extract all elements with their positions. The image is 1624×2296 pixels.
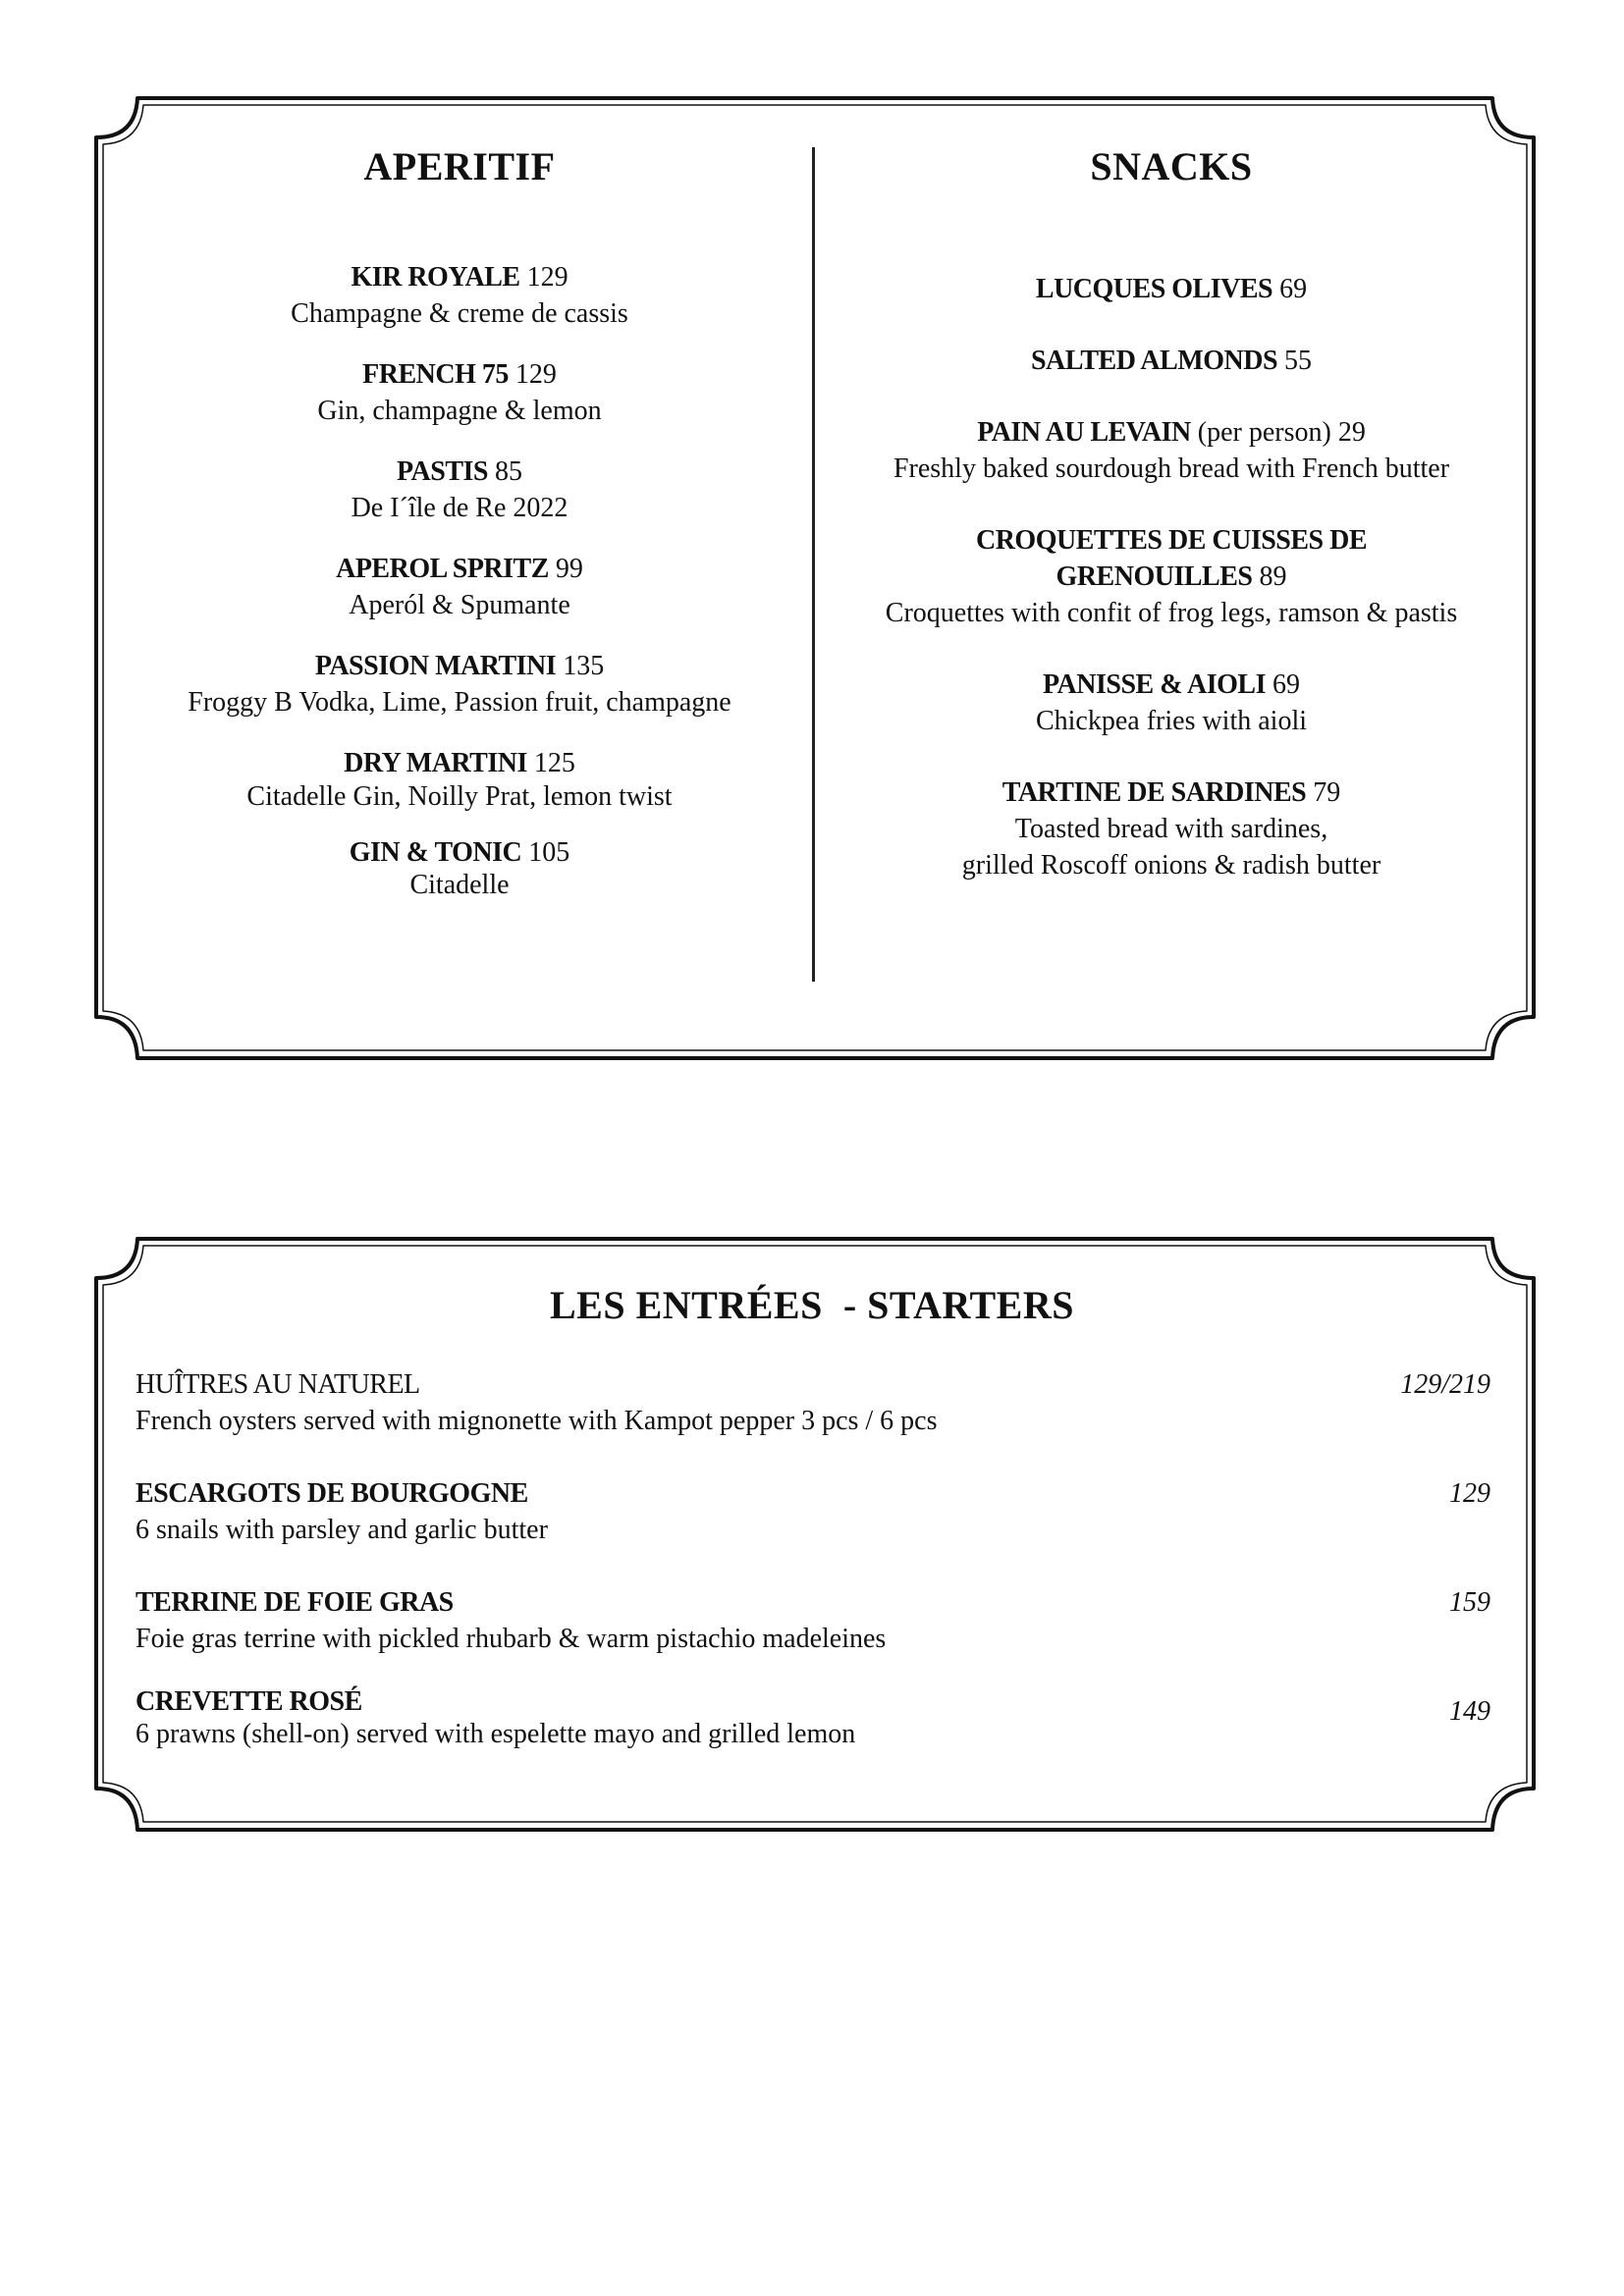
item-description: Gin, champagne & lemon bbox=[317, 396, 602, 426]
item-name: CREVETTE ROSÉ bbox=[135, 1686, 362, 1717]
aperitif-item-dry-martini bbox=[106, 745, 813, 813]
snacks-item-panisse-aioli bbox=[837, 667, 1506, 739]
aperitif-item-aperol-spritz bbox=[106, 551, 813, 623]
item-name: HUÎTRES AU NATUREL bbox=[135, 1369, 420, 1400]
item-name-line1: CROQUETTES DE CUISSES DE bbox=[975, 525, 1368, 556]
aperitif-list bbox=[106, 259, 813, 925]
item-name: PAIN AU LEVAIN bbox=[977, 417, 1191, 448]
aperitif-item-french-75 bbox=[106, 356, 813, 429]
snacks-item-croquettes bbox=[837, 522, 1506, 631]
starter-item-terrine-foie-gras bbox=[135, 1584, 1490, 1685]
item-name: FRENCH 75 bbox=[362, 359, 509, 390]
item-price: 125 bbox=[533, 748, 575, 778]
item-name: TARTINE DE SARDINES bbox=[1001, 777, 1307, 808]
item-price: 129 bbox=[1449, 1478, 1490, 1509]
item-name: DRY MARTINI bbox=[344, 748, 527, 778]
item-description: Aperól & Spumante bbox=[349, 590, 570, 620]
item-name: GIN & TONIC bbox=[349, 837, 522, 868]
item-description: Croquettes with confit of frog legs, ramson & pastis bbox=[885, 598, 1458, 628]
item-name-line2: GRENOUILLES bbox=[1056, 561, 1253, 592]
item-price: 99 bbox=[555, 554, 583, 584]
aperitif-item-pastis bbox=[106, 454, 813, 526]
item-price: 129 bbox=[514, 359, 557, 390]
item-description: 6 snails with parsley and garlic butter bbox=[135, 1515, 548, 1545]
item-name: TERRINE DE FOIE GRAS bbox=[135, 1587, 454, 1618]
snacks-list bbox=[837, 271, 1506, 908]
snacks-item-salted-almonds bbox=[837, 343, 1506, 379]
item-name: LUCQUES OLIVES bbox=[1035, 274, 1273, 304]
starters-title: LES ENTRÉES - STARTERS bbox=[550, 1283, 1074, 1327]
item-name: ESCARGOTS DE BOURGOGNE bbox=[135, 1478, 528, 1509]
item-description: 6 prawns (shell-on) served with espelette mayo and grilled lemon bbox=[135, 1719, 856, 1749]
item-description: Citadelle bbox=[409, 870, 510, 900]
snacks-item-pain-au-levain bbox=[837, 414, 1506, 487]
item-description: Foie gras terrine with pickled rhubarb & warm pistachio madeleines bbox=[135, 1624, 887, 1654]
item-price: 79 bbox=[1313, 777, 1341, 808]
item-price: 69 bbox=[1279, 274, 1308, 304]
item-name: SALTED ALMONDS bbox=[1030, 346, 1278, 376]
item-price: 29 bbox=[1337, 417, 1366, 448]
item-name: PANISSE & AIOLI bbox=[1043, 669, 1266, 700]
item-note: (per person) bbox=[1197, 417, 1331, 448]
aperitif-item-kir-royale bbox=[106, 259, 813, 332]
item-price: 129/219 bbox=[1400, 1369, 1490, 1400]
snacks-item-tartine-de-sardines bbox=[837, 774, 1506, 883]
starter-item-crevette-rose bbox=[135, 1685, 1490, 1794]
starter-item-huitres bbox=[135, 1366, 1490, 1475]
item-description: De I´île de Re 2022 bbox=[351, 493, 568, 523]
item-price: 149 bbox=[1449, 1696, 1490, 1727]
aperitif-title: APERITIF bbox=[363, 144, 556, 188]
item-name: APEROL SPRITZ bbox=[336, 554, 549, 584]
item-price: 69 bbox=[1272, 669, 1300, 700]
item-price: 85 bbox=[494, 456, 522, 487]
item-price: 89 bbox=[1259, 561, 1287, 592]
aperitif-item-gin-tonic bbox=[106, 834, 813, 900]
item-description: Chickpea fries with aioli bbox=[1035, 706, 1308, 736]
item-name: PASSION MARTINI bbox=[314, 651, 557, 681]
item-price: 105 bbox=[528, 837, 570, 868]
column-divider bbox=[812, 147, 815, 982]
item-description-line1: Toasted bread with sardines, bbox=[1014, 814, 1328, 844]
item-name: KIR ROYALE bbox=[351, 262, 520, 293]
item-description: French oysters served with mignonette with Kampot pepper 3 pcs / 6 pcs bbox=[135, 1406, 938, 1436]
item-price: 129 bbox=[526, 262, 568, 293]
snacks-item-lucques-olives bbox=[837, 271, 1506, 307]
item-description: Froggy B Vodka, Lime, Passion fruit, champagne bbox=[188, 687, 731, 718]
snacks-title: SNACKS bbox=[1090, 144, 1253, 188]
item-name: PASTIS bbox=[397, 456, 488, 487]
item-description-line2: grilled Roscoff onions & radish butter bbox=[961, 850, 1381, 881]
starter-item-escargots bbox=[135, 1475, 1490, 1584]
item-price: 159 bbox=[1449, 1587, 1490, 1618]
item-description: Citadelle Gin, Noilly Prat, lemon twist bbox=[246, 781, 673, 812]
item-description: Champagne & creme de cassis bbox=[291, 298, 628, 329]
aperitif-item-passion-martini bbox=[106, 648, 813, 721]
starters-list bbox=[135, 1366, 1490, 1794]
item-price: 135 bbox=[563, 651, 605, 681]
item-description: Freshly baked sourdough bread with French butter bbox=[893, 454, 1450, 484]
item-price: 55 bbox=[1284, 346, 1313, 376]
